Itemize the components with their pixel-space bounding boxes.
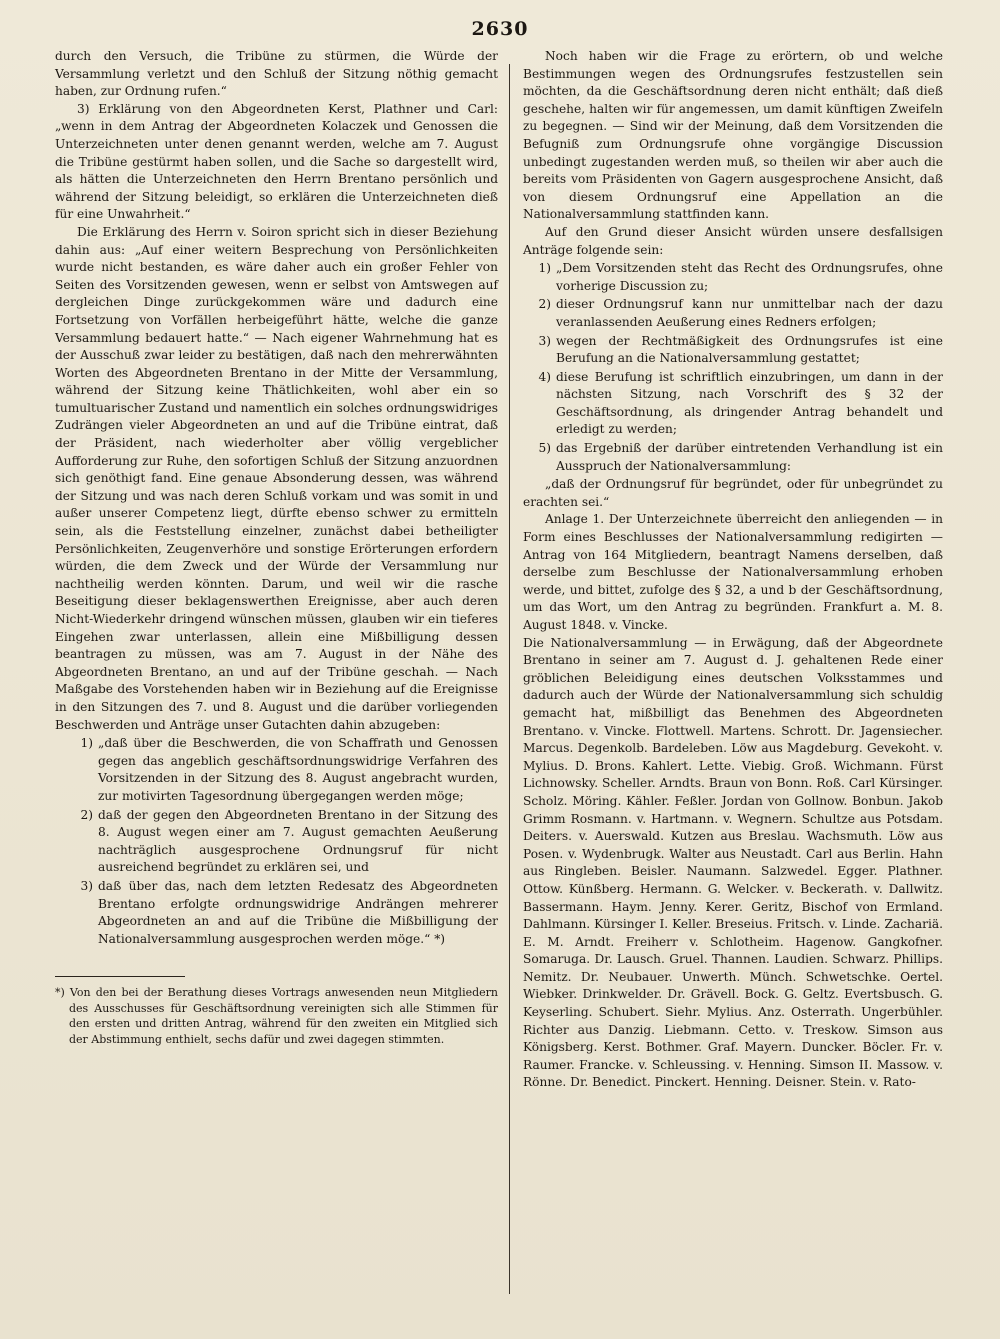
list-item	[523, 260, 943, 295]
paragraph: Auf den Grund dieser Ansicht würden unsere desfallsigen Anträge folgende sein:	[523, 224, 943, 257]
page-number: 2630	[471, 18, 529, 40]
list-number: 1)	[80, 736, 93, 751]
paragraph: durch den Versuch, die Tribüne zu stürmen, die Würde der Versammlung verletzt und den Schluß der Sitzung nöthig gemacht haben, zur Ordnung rufen.“	[55, 49, 498, 99]
list-text: dieser Ordnungsruf kann nur unmittelbar nach der dazu veranlassenden Aeußerung eines Redners erfolgen;	[556, 297, 943, 329]
list-text: das Ergebniß der darüber eintretenden Verhandlung ist ein Ausspruch der Nationalversammlung:	[556, 441, 943, 473]
list-number: 2)	[538, 297, 551, 312]
paragraph: Anlage 1. Der Unterzeichnete überreicht den anliegenden — in Form eines Beschlusses der Nationalversammlung redigirten — Antrag von 164 Mitgliedern, beantragt Namens derselben, daß derselbe zum Beschlusse der Nationalversammlung erhoben werde, und bittet, zufolge des § 32, a und b der Geschäftsordnung, um das Wort, um den Antrag zu begründen. Frankfurt a. M. 8. August 1848. v. Vincke.	[523, 512, 943, 632]
list-number: 3)	[80, 878, 93, 893]
proposal-list	[523, 260, 943, 475]
paragraph: 3) Erklärung von den Abgeordneten Kerst, Plathner und Carl: „wenn in dem Antrag der Abgeordneten Kolaczek und Genossen die Unterzeichneten unter denen genannt werden, welche am 7. August die Tribüne gestürmt haben sollen, und die Sache so dargestellt wird, als hätten die Unterzeichneten den Herrn Brentano persönlich und während der Sitzung beleidigt, so erklären die Unterzeichneten dieß für eine Unwahrheit.“	[55, 101, 498, 222]
list-item	[523, 296, 943, 331]
list-item	[523, 333, 943, 368]
list-item	[523, 369, 943, 439]
list-text: „Dem Vorsitzenden steht das Recht des Ordnungsrufes, ohne vorherige Discussion zu;	[556, 261, 943, 293]
right-column	[523, 48, 943, 1092]
list-number: 1)	[538, 261, 551, 276]
quoted-resolution: „daß der Ordnungsruf für begründet, oder für unbegründet zu erachten sei.“	[523, 477, 943, 509]
list-item	[55, 807, 498, 877]
signatory-paragraph: Die Nationalversammlung — in Erwägung, daß der Abgeordnete Brentano in seiner am 7. August d. J. gehaltenen Rede einer gröblichen Beleidigung eines deutschen Volksstammes und dadurch auch der Würde der Nationalversammlung sich schuldig gemacht hat, mißbilligt das Benehmen des Abgeordneten Brentano. v. Vincke. Flottwell. Martens. Schrott. Dr. Jagensiecher. Marcus. Degenkolb. Bardeleben. Löw aus Magdeburg. Gevekoht. v. Mylius. D. Brons. Kahlert. Lette. Viebig. Groß. Wichmann. Fürst Lichnowsky. Scheller. Arndts. Braun von Bonn. Roß. Carl Kürsinger. Scholz. Möring. Kähler. Feßler. Jordan von Gollnow. Bonbun. Jakob Grimm Rosmann. v. Hartmann. v. Wegnern. Schultze aus Potsdam. Deiters. v. Auerswald. Kutzen aus Breslau. Wachsmuth. Löw aus Posen. v. Wydenbrugk. Walter aus Neustadt. Carl aus Berlin. Hahn aus Ringleben. Beisler. Naumann. Salzwedel. Egger. Plathner. Ottow. Künßberg. Hermann. G. Welcker. v. Beckerath. v. Dallwitz. Bassermann. Haym. Jenny. Kerer. Geritz, Bischof von Ermland. Dahlmann. Kürsinger I. Keller. Breseius. Fritsch. v. Linde. Zachariä. E. M. Arndt. Freiherr v. Schlotheim. Hagenow. Gangkofner. Somaruga. Dr. Lausch. Gruel. Thannen. Laudien. Schwarz. Phillips. Nemitz. Dr. Neubauer. Unwerth. Münch. Schwetschke. Oertel. Wiebker. Drinkwelder. Dr. Grävell. Bock. G. Geltz. Evertsbusch. G. Keyserling. Schubert. Siehr. Mylius. Anz. Osterrath. Ungerbühler. Richter aus Danzig. Liebmann. Cetto. v. Treskow. Simson aus Königsberg. Kerst. Bothmer. Graf. Mayern. Duncker. Böcler. Fr. v. Raumer. Francke. v. Schleussing. v. Henning. Simson II. Massow. v. Rönne. Dr. Benedict. Pinckert. Henning. Deisner. Stein. v. Rato-	[523, 635, 943, 1090]
list-item	[55, 878, 498, 948]
list-text: diese Berufung ist schriftlich einzubringen, um dann in der nächsten Sitzung, nach Vorschrift des § 32 der Geschäftsordnung, als dringender Antrag behandelt und erledigt zu werden;	[556, 369, 943, 437]
left-column	[55, 48, 498, 1047]
paragraph: Die Erklärung des Herrn v. Soiron spricht sich in dieser Beziehung dahin aus: „Auf einer weitern Besprechung von Persönlichkeiten wurde nicht bestanden, es wäre daher auch ein großer Fehler von Seiten des Vorsitzenden gewesen, wenn er selbst von Amtswegen auf dergleichen Dinge zurückgekommen wäre und dadurch eine Fortsetzung von Vorfällen herbeigeführt hätte, welche die ganze Versammlung bedauert hatte.“ — Nach eigener Wahrnehmung hat es der Ausschuß zwar leider zu bestätigen, daß nach den mehrerwähnten Worten des Abgeordneten Brentano in der Mitte der Versammlung, während der Sitzung keine Thätlichkeiten, wohl aber ein so tumultuarischer Zustand und namentlich ein solches ordnungswidriges Zudrängen vieler Abgeordneten an und auf die Tribüne eintrat, daß der Präsident, nach wiederholter aber völlig vergeblicher Aufforderung zur Ruhe, den sofortigen Schluß der Sitzung anzuordnen sich genöthigt fand. Eine genaue Absonderung dessen, was während der Sitzung und was nach deren Schluß vorkam und was somit in und außer unserer Competenz liegt, dürfte ebenso schwer zu ermitteln sein, als die Feststellung einzelner, zunächst dabei betheiligter Persönlichkeiten, Zeugenverhöre und sonstige Erörterungen erfordern würden, die dem Zweck und der Würde der Versammlung nur nachtheilig werden könnten. Darum, und weil wir die rasche Beseitigung dieser beklagenswerthen Ereignisse, aber auch deren Nicht-Wiederkehr dringend wünschen müssen, glauben wir ein tieferes Eingehen zwar unterlassen, allein eine Mißbilligung dessen beantragen zu müssen, was am 7. August in der Nähe des Abgeordneten Brentano, an und auf der Tribüne geschah. — Nach Maßgabe des Vorstehenden haben wir in Beziehung auf die Ereignisse in den Sitzungen des 7. und 8. August und die darüber vorliegenden Beschwerden und Anträge unser Gutachten dahin abzugeben:	[55, 224, 498, 732]
list-number: 3)	[538, 333, 551, 348]
footnote-text: *) Von den bei der Berathung dieses Vortrags anwesenden neun Mitgliedern des Ausschusses für Geschäftsordnung vereinigten sich alle Stimmen für den ersten und dritten Antrag, während für den zweiten ein Mitglied sich der Abstimmung enthielt, sechs dafür und zwei dagegen stimmten.	[55, 986, 498, 1046]
list-item	[55, 735, 498, 805]
column-divider	[509, 64, 510, 1294]
footnote-rule	[55, 976, 185, 977]
list-text: wegen der Rechtmäßigkeit des Ordnungsrufes ist eine Berufung an die Nationalversammlung gestattet;	[556, 333, 943, 366]
footnote	[55, 985, 498, 1047]
list-text: daß über das, nach dem letzten Redesatz des Abgeordneten Brentano erfolgte ordnungswidrige Andrängen mehrerer Abgeordneten an and auf die Tribüne die Mißbilligung der Nationalversammlung ausgesprochen werden möge.“ *)	[98, 878, 498, 946]
proposal-list	[55, 735, 498, 948]
list-number: 5)	[538, 441, 551, 456]
list-text: „daß über die Beschwerden, die von Schaffrath und Genossen gegen das angeblich geschäftsordnungswidrige Verfahren des Vorsitzenden in der Sitzung des 8. August angebracht wurden, zur motivirten Tagesordnung übergegangen werden möge;	[98, 736, 498, 803]
paragraph: Noch haben wir die Frage zu erörtern, ob und welche Bestimmungen wegen des Ordnungsrufes festzustellen sein möchten, da die Geschäftsordnung deren nicht enthält; daß dieß geschehe, halten wir für angemessen, um damit künftigen Zweifeln zu begegnen. — Sind wir der Meinung, daß dem Vorsitzenden die Befugniß zum Ordnungsrufe ohne vorgängige Discussion unbedingt zugestanden werden muß, so theilen wir aber auch die bereits vom Präsidenten von Gagern ausgesprochene Ansicht, daß von diesem Ordnungsruf eine Appellation an die Nationalversammlung stattfinden kann.	[523, 49, 943, 222]
list-text: daß der gegen den Abgeordneten Brentano in der Sitzung des 8. August wegen einer am 7. August gemachten Aeußerung nachträglich ausgesprochene Ordnungsruf für nicht ausreichend begründet zu erklären sei, und	[98, 807, 498, 875]
list-number: 2)	[80, 807, 93, 822]
list-number: 4)	[538, 369, 551, 384]
list-item	[523, 440, 943, 475]
